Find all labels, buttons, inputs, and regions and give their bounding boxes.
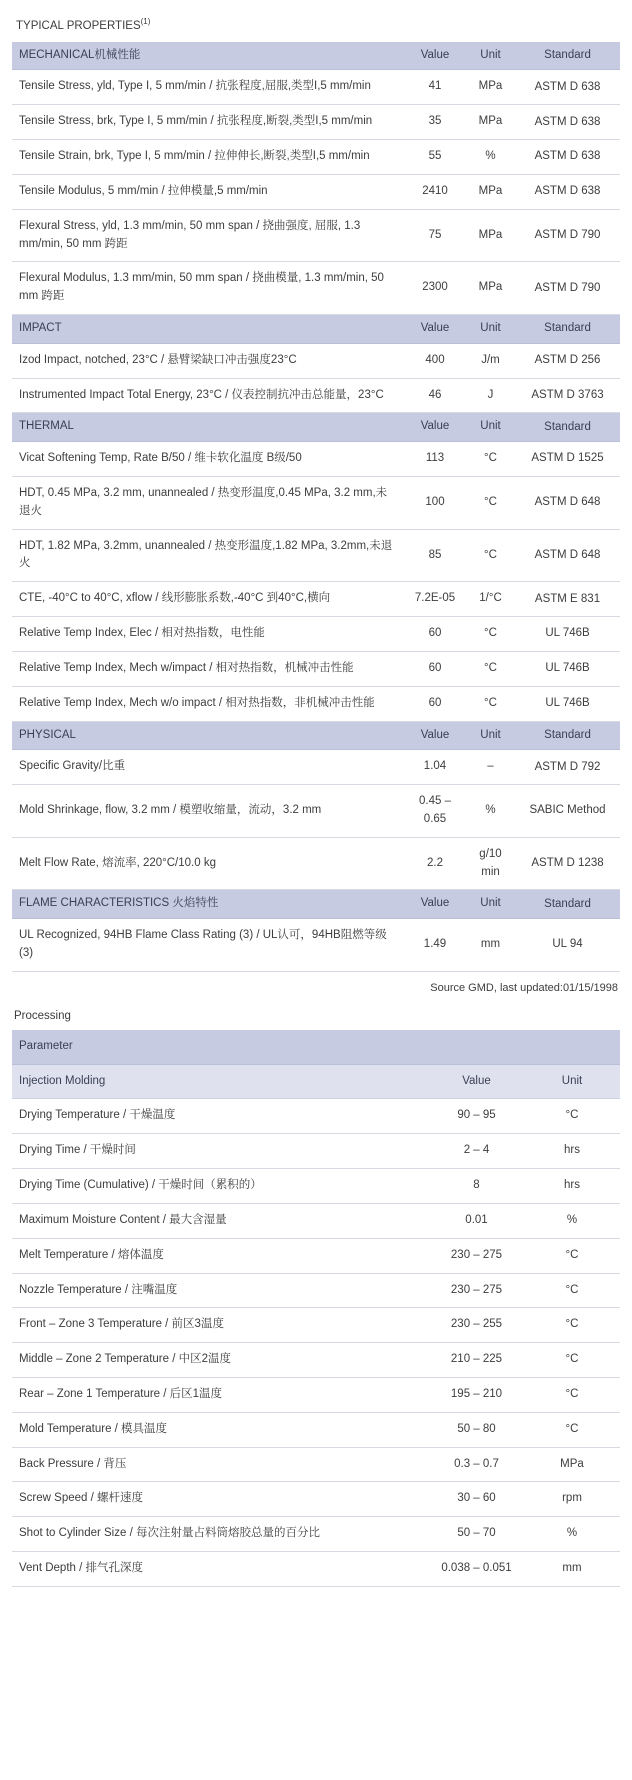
table-row (12, 1308, 620, 1343)
processing-name: Drying Temperature / 干燥温度 (12, 1099, 429, 1134)
property-value: 100 (404, 477, 466, 530)
processing-unit: °C (524, 1238, 620, 1273)
column-header-standard: Standard (515, 890, 620, 919)
property-standard: ASTM D 638 (515, 140, 620, 175)
property-standard: ASTM D 1525 (515, 442, 620, 477)
column-header-value: Value (429, 1064, 524, 1099)
property-unit: °C (466, 617, 515, 652)
property-unit: MPa (466, 105, 515, 140)
property-unit: – (466, 750, 515, 785)
table-row (12, 651, 620, 686)
processing-parameter-header-row (12, 1030, 620, 1064)
column-header-value: Value (404, 721, 466, 750)
property-value: 60 (404, 651, 466, 686)
property-standard: SABIC Method (515, 785, 620, 838)
processing-unit: °C (524, 1273, 620, 1308)
processing-section-header-row (12, 1064, 620, 1099)
property-name: Tensile Stress, yld, Type I, 5 mm/min / 抗张程度,屈服,类型I,5 mm/min (12, 70, 404, 105)
processing-unit: % (524, 1517, 620, 1552)
processing-name: Rear – Zone 1 Temperature / 后区1温度 (12, 1377, 429, 1412)
column-header-standard: Standard (515, 314, 620, 343)
property-name: HDT, 0.45 MPa, 3.2 mm, unannealed / 热变形温度,0.45 MPa, 3.2 mm,未退火 (12, 477, 404, 530)
column-header-unit: Unit (524, 1064, 620, 1099)
property-unit: °C (466, 477, 515, 530)
property-standard: UL 94 (515, 919, 620, 972)
property-standard: ASTM E 831 (515, 582, 620, 617)
property-name: Tensile Strain, brk, Type I, 5 mm/min / 拉伸伸长,断裂,类型I,5 mm/min (12, 140, 404, 175)
property-standard: ASTM D 3763 (515, 378, 620, 413)
section-header-row (12, 42, 620, 70)
property-value: 0.45 – 0.65 (404, 785, 466, 838)
section-header-row (12, 721, 620, 750)
processing-name: Nozzle Temperature / 注嘴温度 (12, 1273, 429, 1308)
table-row (12, 1134, 620, 1169)
property-name: CTE, -40°C to 40°C, xflow / 线形膨胀系数,-40°C 到40°C,横向 (12, 582, 404, 617)
section-header-row (12, 890, 620, 919)
processing-value: 0.01 (429, 1203, 524, 1238)
processing-name: Drying Time / 干燥时间 (12, 1134, 429, 1169)
column-header-standard: Standard (515, 721, 620, 750)
table-row (12, 70, 620, 105)
property-name: Flexural Stress, yld, 1.3 mm/min, 50 mm span / 挠曲强度, 屈服, 1.3 mm/min, 50 mm 跨距 (12, 209, 404, 262)
processing-value: 230 – 255 (429, 1308, 524, 1343)
processing-value: 90 – 95 (429, 1099, 524, 1134)
column-header-standard: Standard (515, 42, 620, 70)
property-value: 7.2E-05 (404, 582, 466, 617)
column-header-value: Value (404, 413, 466, 442)
property-name: Instrumented Impact Total Energy, 23°C / 仪表控制抗冲击总能量，23°C (12, 378, 404, 413)
table-row (12, 750, 620, 785)
processing-name: Back Pressure / 背压 (12, 1447, 429, 1482)
property-name: Flexural Modulus, 1.3 mm/min, 50 mm span / 挠曲模量, 1.3 mm/min, 50 mm 跨距 (12, 262, 404, 315)
table-row (12, 174, 620, 209)
processing-name: Mold Temperature / 模具温度 (12, 1412, 429, 1447)
property-name: Mold Shrinkage, flow, 3.2 mm / 模塑收缩量，流动，3.2 mm (12, 785, 404, 838)
table-row (12, 1169, 620, 1204)
column-header-value: Value (404, 890, 466, 919)
property-value: 2410 (404, 174, 466, 209)
property-unit: J/m (466, 343, 515, 378)
table-row (12, 209, 620, 262)
processing-unit: °C (524, 1308, 620, 1343)
table-row (12, 1482, 620, 1517)
property-standard: UL 746B (515, 686, 620, 721)
property-standard: ASTM D 648 (515, 529, 620, 582)
table-row (12, 1412, 620, 1447)
column-header-unit: Unit (466, 721, 515, 750)
table-row (12, 262, 620, 315)
processing-name: Shot to Cylinder Size / 每次注射量占料筒熔胶总量的百分比 (12, 1517, 429, 1552)
table-title-cell (12, 10, 620, 42)
table-row (12, 1343, 620, 1378)
table-title-note: (1) (140, 17, 151, 26)
processing-name: Maximum Moisture Content / 最大含湿量 (12, 1203, 429, 1238)
table-row (12, 837, 620, 890)
processing-table (12, 1030, 620, 1587)
table-row (12, 105, 620, 140)
column-header-value: Value (404, 42, 466, 70)
property-standard: ASTM D 790 (515, 262, 620, 315)
property-standard: ASTM D 638 (515, 174, 620, 209)
processing-unit: rpm (524, 1482, 620, 1517)
table-row (12, 343, 620, 378)
property-name: Specific Gravity/比重 (12, 750, 404, 785)
table-row (12, 1377, 620, 1412)
column-header-unit: Unit (466, 314, 515, 343)
processing-name: Middle – Zone 2 Temperature / 中区2温度 (12, 1343, 429, 1378)
table-row (12, 442, 620, 477)
table-row (12, 1203, 620, 1238)
section-label: THERMAL (12, 413, 404, 442)
processing-unit: °C (524, 1343, 620, 1378)
processing-value: 30 – 60 (429, 1482, 524, 1517)
typical-properties-table (12, 10, 620, 972)
table-row (12, 1447, 620, 1482)
property-value: 1.04 (404, 750, 466, 785)
processing-unit: hrs (524, 1169, 620, 1204)
table-row (12, 1273, 620, 1308)
table-row (12, 1099, 620, 1134)
section-label: PHYSICAL (12, 721, 404, 750)
property-standard: UL 746B (515, 617, 620, 652)
property-unit: J (466, 378, 515, 413)
property-unit: g/10 min (466, 837, 515, 890)
table-row (12, 529, 620, 582)
property-value: 41 (404, 70, 466, 105)
property-value: 60 (404, 617, 466, 652)
property-unit: % (466, 140, 515, 175)
column-header-unit: Unit (466, 42, 515, 70)
processing-value: 210 – 225 (429, 1343, 524, 1378)
table-row (12, 919, 620, 972)
processing-value: 8 (429, 1169, 524, 1204)
table-row (12, 617, 620, 652)
property-unit: °C (466, 651, 515, 686)
table-row (12, 686, 620, 721)
processing-value: 230 – 275 (429, 1273, 524, 1308)
processing-unit: °C (524, 1377, 620, 1412)
table-row (12, 1517, 620, 1552)
processing-name: Drying Time (Cumulative) / 干燥时间（累积的） (12, 1169, 429, 1204)
property-standard: ASTM D 256 (515, 343, 620, 378)
property-value: 46 (404, 378, 466, 413)
property-name: Melt Flow Rate, 熔流率, 220°C/10.0 kg (12, 837, 404, 890)
property-unit: MPa (466, 174, 515, 209)
section-header-row (12, 314, 620, 343)
section-label: MECHANICAL机械性能 (12, 42, 404, 70)
property-standard: ASTM D 790 (515, 209, 620, 262)
processing-unit: °C (524, 1412, 620, 1447)
property-unit: MPa (466, 70, 515, 105)
processing-parameter-label: Parameter (12, 1030, 620, 1064)
processing-name: Front – Zone 3 Temperature / 前区3温度 (12, 1308, 429, 1343)
property-unit: mm (466, 919, 515, 972)
property-value: 60 (404, 686, 466, 721)
source-note: Source GMD, last updated:01/15/1998 (430, 981, 618, 994)
property-standard: UL 746B (515, 651, 620, 686)
processing-value: 50 – 80 (429, 1412, 524, 1447)
column-header-value: Value (404, 314, 466, 343)
processing-value: 2 – 4 (429, 1134, 524, 1169)
processing-name: Melt Temperature / 熔体温度 (12, 1238, 429, 1273)
property-unit: MPa (466, 209, 515, 262)
property-unit: % (466, 785, 515, 838)
processing-value: 230 – 275 (429, 1238, 524, 1273)
table-title-row (12, 10, 620, 42)
table-row (12, 378, 620, 413)
property-standard: ASTM D 638 (515, 105, 620, 140)
property-value: 113 (404, 442, 466, 477)
column-header-unit: Unit (466, 413, 515, 442)
property-name: Izod Impact, notched, 23°C / 悬臂梁缺口冲击强度23°C (12, 343, 404, 378)
property-name: Tensile Modulus, 5 mm/min / 拉伸模量,5 mm/min (12, 174, 404, 209)
property-value: 55 (404, 140, 466, 175)
processing-value: 50 – 70 (429, 1517, 524, 1552)
property-standard: ASTM D 1238 (515, 837, 620, 890)
property-unit: °C (466, 442, 515, 477)
property-value: 400 (404, 343, 466, 378)
property-value: 85 (404, 529, 466, 582)
property-name: Tensile Stress, brk, Type I, 5 mm/min / 抗张程度,断裂,类型I,5 mm/min (12, 105, 404, 140)
property-standard: ASTM D 792 (515, 750, 620, 785)
property-unit: °C (466, 529, 515, 582)
processing-value: 0.038 – 0.051 (429, 1552, 524, 1587)
processing-section-label: Injection Molding (12, 1064, 429, 1099)
property-name: Relative Temp Index, Elec / 相对热指数，电性能 (12, 617, 404, 652)
table-row (12, 1552, 620, 1587)
table-row (12, 1238, 620, 1273)
processing-name: Screw Speed / 螺杆速度 (12, 1482, 429, 1517)
column-header-unit: Unit (466, 890, 515, 919)
property-value: 75 (404, 209, 466, 262)
property-value: 35 (404, 105, 466, 140)
table-row (12, 140, 620, 175)
column-header-standard: Standard (515, 413, 620, 442)
property-name: Vicat Softening Temp, Rate B/50 / 维卡软化温度 B级/50 (12, 442, 404, 477)
processing-unit: mm (524, 1552, 620, 1587)
processing-unit: °C (524, 1099, 620, 1134)
table-row (12, 582, 620, 617)
property-standard: ASTM D 648 (515, 477, 620, 530)
property-value: 1.49 (404, 919, 466, 972)
table-row (12, 785, 620, 838)
property-value: 2300 (404, 262, 466, 315)
section-label: FLAME CHARACTERISTICS 火焰特性 (12, 890, 404, 919)
property-standard: ASTM D 638 (515, 70, 620, 105)
processing-value: 0.3 – 0.7 (429, 1447, 524, 1482)
property-name: UL Recognized, 94HB Flame Class Rating (3) / UL认可，94HB阻燃等级(3) (12, 919, 404, 972)
processing-value: 195 – 210 (429, 1377, 524, 1412)
section-header-row (12, 413, 620, 442)
processing-name: Vent Depth / 排气孔深度 (12, 1552, 429, 1587)
table-row (12, 477, 620, 530)
property-name: Relative Temp Index, Mech w/impact / 相对热指数，机械冲击性能 (12, 651, 404, 686)
processing-unit: hrs (524, 1134, 620, 1169)
property-name: HDT, 1.82 MPa, 3.2mm, unannealed / 热变形温度,1.82 MPa, 3.2mm,未退火 (12, 529, 404, 582)
section-label: IMPACT (12, 314, 404, 343)
property-name: Relative Temp Index, Mech w/o impact / 相对热指数，非机械冲击性能 (12, 686, 404, 721)
property-value: 2.2 (404, 837, 466, 890)
processing-unit: MPa (524, 1447, 620, 1482)
processing-unit: % (524, 1203, 620, 1238)
property-unit: MPa (466, 262, 515, 315)
property-unit: °C (466, 686, 515, 721)
property-unit: 1/°C (466, 582, 515, 617)
table-title: TYPICAL PROPERTIES (16, 19, 141, 32)
processing-heading: Processing (14, 1009, 71, 1022)
